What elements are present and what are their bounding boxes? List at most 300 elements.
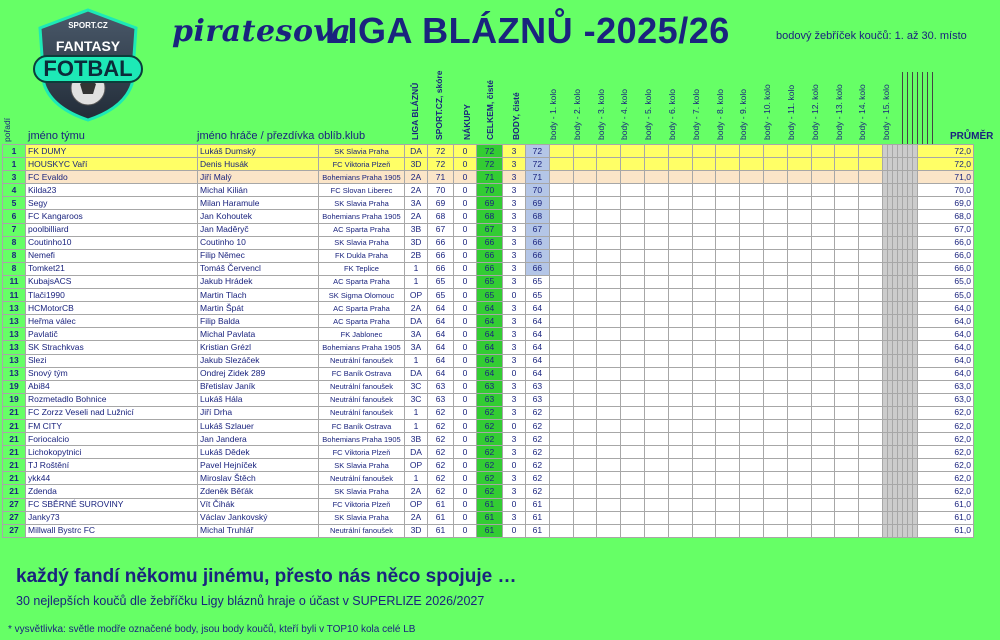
score-cell: 61: [428, 511, 454, 524]
score-cell: 72: [428, 158, 454, 171]
svg-text:SPORT.CZ: SPORT.CZ: [68, 21, 108, 30]
round-13-cell: [811, 145, 835, 158]
round-2-cell: [549, 511, 573, 524]
team-name-cell: Millwall Bystrc FC: [26, 524, 198, 537]
round-1-cell: 66: [526, 249, 550, 262]
round-8-cell: [692, 158, 716, 171]
round-12-cell: [787, 184, 811, 197]
average-cell: 61,0: [917, 511, 973, 524]
points-cell: 3: [503, 249, 526, 262]
round-15-cell: [859, 524, 883, 537]
round-7-cell: [668, 433, 692, 446]
club-cell: FC Viktoria Plzeň: [319, 158, 405, 171]
round-13-cell: [811, 485, 835, 498]
league-cell: 2A: [405, 485, 428, 498]
purchases-cell: 0: [454, 262, 477, 275]
total-cell: 62: [477, 446, 503, 459]
purchases-cell: 0: [454, 302, 477, 315]
round-14-cell: [835, 354, 859, 367]
club-cell: FK Dukla Praha: [319, 249, 405, 262]
round-14-cell: [835, 249, 859, 262]
purchases-cell: 0: [454, 419, 477, 432]
team-name-cell: Kilda23: [26, 184, 198, 197]
points-cell: 3: [503, 171, 526, 184]
round-11-cell: [763, 249, 787, 262]
round-10-cell: [740, 158, 764, 171]
header-team: jméno týmu: [28, 130, 85, 142]
round-9-cell: [716, 262, 740, 275]
round-15-cell: [859, 354, 883, 367]
round-14-cell: [835, 223, 859, 236]
header-round-15: body - 15. kolo: [881, 84, 892, 140]
round-9-cell: [716, 236, 740, 249]
league-cell: 3D: [405, 158, 428, 171]
header-round-11: body - 11. kolo: [786, 84, 796, 140]
round-10-cell: [740, 210, 764, 223]
purchases-cell: 0: [454, 197, 477, 210]
round-12-cell: [787, 498, 811, 511]
round-15-cell: [859, 433, 883, 446]
round-2-cell: [549, 446, 573, 459]
header-club: oblíb.klub: [318, 130, 366, 142]
club-cell: AC Sparta Praha: [319, 275, 405, 288]
round-4-cell: [597, 393, 621, 406]
score-cell: 64: [428, 315, 454, 328]
rank-cell: 13: [3, 367, 26, 380]
round-13-cell: [811, 171, 835, 184]
points-cell: 0: [503, 524, 526, 537]
round-12-cell: [787, 485, 811, 498]
subtitle: bodový žebříček koučů: 1. až 30. místo: [776, 30, 967, 42]
average-cell: 66,0: [917, 249, 973, 262]
round-13-cell: [811, 354, 835, 367]
round-15-cell: [859, 158, 883, 171]
coach-name-cell: Jan Maděryč: [198, 223, 319, 236]
total-cell: 62: [477, 459, 503, 472]
round-5-cell: [621, 145, 645, 158]
round-7-cell: [668, 406, 692, 419]
round-3-cell: [573, 236, 597, 249]
round-6-cell: [644, 406, 668, 419]
round-1-cell: 66: [526, 236, 550, 249]
average-cell: 65,0: [917, 275, 973, 288]
round-12-cell: [787, 433, 811, 446]
round-14-cell: [835, 236, 859, 249]
round-14-cell: [835, 315, 859, 328]
round-3-cell: [573, 184, 597, 197]
league-cell: 3A: [405, 341, 428, 354]
round-15-cell: [859, 315, 883, 328]
league-cell: 1: [405, 406, 428, 419]
league-cell: 1: [405, 472, 428, 485]
round-15-cell: [859, 511, 883, 524]
average-cell: 64,0: [917, 328, 973, 341]
average-cell: 70,0: [917, 184, 973, 197]
score-cell: 62: [428, 419, 454, 432]
total-cell: 63: [477, 380, 503, 393]
rank-cell: 11: [3, 289, 26, 302]
round-3-cell: [573, 419, 597, 432]
round-9-cell: [716, 223, 740, 236]
round-8-cell: [692, 354, 716, 367]
club-cell: FC Baník Ostrava: [319, 367, 405, 380]
average-cell: 72,0: [917, 158, 973, 171]
league-cell: 2A: [405, 302, 428, 315]
average-cell: 72,0: [917, 145, 973, 158]
round-1-cell: 61: [526, 524, 550, 537]
round-3-cell: [573, 302, 597, 315]
round-10-cell: [740, 249, 764, 262]
table-row: [3, 302, 974, 315]
round-10-cell: [740, 524, 764, 537]
score-cell: 62: [428, 406, 454, 419]
round-2-cell: [549, 184, 573, 197]
round-4-cell: [597, 145, 621, 158]
team-name-cell: TJ Roštění: [26, 459, 198, 472]
header-round-7: body - 7. kolo: [690, 88, 701, 140]
league-cell: DA: [405, 446, 428, 459]
league-cell: OP: [405, 498, 428, 511]
purchases-cell: 0: [454, 367, 477, 380]
round-2-cell: [549, 380, 573, 393]
round-2-cell: [549, 524, 573, 537]
team-name-cell: Foriocalcio: [26, 433, 198, 446]
round-7-cell: [668, 262, 692, 275]
round-10-cell: [740, 419, 764, 432]
round-10-cell: [740, 511, 764, 524]
round-1-cell: 62: [526, 419, 550, 432]
round-1-cell: 63: [526, 393, 550, 406]
club-cell: Bohemians Praha 1905: [319, 171, 405, 184]
team-name-cell: FC SBĚRNÉ SUROVINY: [26, 498, 198, 511]
round-4-cell: [597, 262, 621, 275]
round-10-cell: [740, 328, 764, 341]
round-13-cell: [811, 472, 835, 485]
round-4-cell: [597, 289, 621, 302]
round-2-cell: [549, 210, 573, 223]
purchases-cell: 0: [454, 498, 477, 511]
score-cell: 62: [428, 433, 454, 446]
round-14-cell: [835, 184, 859, 197]
rank-cell: 27: [3, 498, 26, 511]
round-10-cell: [740, 341, 764, 354]
round-4-cell: [597, 302, 621, 315]
round-11-cell: [763, 498, 787, 511]
round-9-cell: [716, 197, 740, 210]
rank-cell: 8: [3, 249, 26, 262]
round-3-cell: [573, 223, 597, 236]
round-4-cell: [597, 236, 621, 249]
league-cell: 3B: [405, 223, 428, 236]
purchases-cell: 0: [454, 289, 477, 302]
table-row: [3, 511, 974, 524]
round-9-cell: [716, 511, 740, 524]
round-6-cell: [644, 328, 668, 341]
round-1-cell: 61: [526, 498, 550, 511]
round-6-cell: [644, 472, 668, 485]
round-4-cell: [597, 524, 621, 537]
round-13-cell: [811, 341, 835, 354]
round-2-cell: [549, 249, 573, 262]
round-10-cell: [740, 315, 764, 328]
round-4-cell: [597, 341, 621, 354]
coach-name-cell: Lukáš Dědek: [198, 446, 319, 459]
round-9-cell: [716, 249, 740, 262]
team-name-cell: FC Kangaroos: [26, 210, 198, 223]
round-9-cell: [716, 210, 740, 223]
round-4-cell: [597, 315, 621, 328]
club-cell: AC Sparta Praha: [319, 302, 405, 315]
purchases-cell: 0: [454, 145, 477, 158]
round-8-cell: [692, 145, 716, 158]
header-separator-stripe: [927, 72, 928, 144]
round-7-cell: [668, 380, 692, 393]
round-15-cell: [859, 184, 883, 197]
round-6-cell: [644, 302, 668, 315]
svg-text:FANTASY: FANTASY: [55, 38, 121, 54]
coach-name-cell: Lukáš Dumský: [198, 145, 319, 158]
round-14-cell: [835, 419, 859, 432]
points-cell: 0: [503, 419, 526, 432]
round-13-cell: [811, 393, 835, 406]
coach-name-cell: Filip Němec: [198, 249, 319, 262]
purchases-cell: 0: [454, 524, 477, 537]
rank-cell: 13: [3, 328, 26, 341]
round-15-cell: [859, 171, 883, 184]
round-12-cell: [787, 302, 811, 315]
round-14-cell: [835, 446, 859, 459]
header-round-12: body - 12. kolo: [809, 84, 820, 140]
points-cell: 3: [503, 262, 526, 275]
round-7-cell: [668, 210, 692, 223]
round-10-cell: [740, 472, 764, 485]
rank-cell: 19: [3, 393, 26, 406]
score-cell: 68: [428, 210, 454, 223]
round-7-cell: [668, 354, 692, 367]
points-cell: 3: [503, 275, 526, 288]
header-round-13: body - 13. kolo: [833, 84, 844, 140]
round-3-cell: [573, 446, 597, 459]
round-5-cell: [621, 210, 645, 223]
round-4-cell: [597, 158, 621, 171]
round-8-cell: [692, 328, 716, 341]
team-name-cell: Zdenda: [26, 485, 198, 498]
round-4-cell: [597, 485, 621, 498]
round-9-cell: [716, 184, 740, 197]
table-row: [3, 524, 974, 537]
coach-name-cell: Václav Jankovský: [198, 511, 319, 524]
table-row: [3, 341, 974, 354]
table-row: [3, 393, 974, 406]
round-2-cell: [549, 354, 573, 367]
score-cell: 62: [428, 446, 454, 459]
round-4-cell: [597, 275, 621, 288]
points-cell: 3: [503, 472, 526, 485]
club-cell: FK Teplice: [319, 262, 405, 275]
round-2-cell: [549, 275, 573, 288]
score-cell: 62: [428, 459, 454, 472]
round-1-cell: 68: [526, 210, 550, 223]
round-15-cell: [859, 498, 883, 511]
round-7-cell: [668, 459, 692, 472]
table-row: [3, 419, 974, 432]
rank-cell: 21: [3, 433, 26, 446]
round-10-cell: [740, 289, 764, 302]
team-name-cell: Snový tým: [26, 367, 198, 380]
round-7-cell: [668, 315, 692, 328]
rank-cell: 13: [3, 354, 26, 367]
round-2-cell: [549, 223, 573, 236]
round-8-cell: [692, 393, 716, 406]
round-1-cell: 62: [526, 472, 550, 485]
round-2-cell: [549, 262, 573, 275]
round-10-cell: [740, 236, 764, 249]
table-row: [3, 354, 974, 367]
round-3-cell: [573, 380, 597, 393]
league-cell: 3C: [405, 380, 428, 393]
round-7-cell: [668, 419, 692, 432]
round-11-cell: [763, 197, 787, 210]
round-3-cell: [573, 249, 597, 262]
round-5-cell: [621, 158, 645, 171]
round-9-cell: [716, 367, 740, 380]
round-5-cell: [621, 171, 645, 184]
header-body: BODY, čisté: [511, 92, 521, 140]
round-5-cell: [621, 472, 645, 485]
round-2-cell: [549, 393, 573, 406]
points-cell: 3: [503, 433, 526, 446]
round-5-cell: [621, 433, 645, 446]
round-6-cell: [644, 236, 668, 249]
rank-cell: 13: [3, 341, 26, 354]
round-9-cell: [716, 145, 740, 158]
rank-cell: 21: [3, 485, 26, 498]
round-2-cell: [549, 236, 573, 249]
table-row: [3, 367, 974, 380]
rank-cell: 3: [3, 171, 26, 184]
round-7-cell: [668, 498, 692, 511]
league-cell: 2B: [405, 249, 428, 262]
round-7-cell: [668, 367, 692, 380]
round-15-cell: [859, 472, 883, 485]
team-name-cell: KubajsACS: [26, 275, 198, 288]
round-3-cell: [573, 328, 597, 341]
purchases-cell: 0: [454, 236, 477, 249]
round-5-cell: [621, 446, 645, 459]
score-cell: 64: [428, 328, 454, 341]
round-15-cell: [859, 406, 883, 419]
round-11-cell: [763, 341, 787, 354]
total-cell: 62: [477, 406, 503, 419]
round-2-cell: [549, 341, 573, 354]
team-name-cell: Abi84: [26, 380, 198, 393]
superliga-note: 30 nejlepších koučů dle žebříčku Ligy bláznů hraje o účast v SUPERLIZE 2026/2027: [16, 594, 485, 608]
round-6-cell: [644, 171, 668, 184]
round-13-cell: [811, 328, 835, 341]
round-13-cell: [811, 275, 835, 288]
score-cell: 71: [428, 171, 454, 184]
round-9-cell: [716, 380, 740, 393]
coach-name-cell: Coutinho 10: [198, 236, 319, 249]
round-10-cell: [740, 184, 764, 197]
round-9-cell: [716, 433, 740, 446]
rank-cell: 1: [3, 145, 26, 158]
table-row: [3, 262, 974, 275]
average-cell: 65,0: [917, 289, 973, 302]
score-cell: 66: [428, 262, 454, 275]
total-cell: 68: [477, 210, 503, 223]
header-round-6: body - 6. kolo: [667, 88, 677, 140]
coach-name-cell: Michal Truhlář: [198, 524, 319, 537]
round-2-cell: [549, 433, 573, 446]
round-8-cell: [692, 406, 716, 419]
purchases-cell: 0: [454, 275, 477, 288]
round-4-cell: [597, 498, 621, 511]
round-1-cell: 64: [526, 341, 550, 354]
round-5-cell: [621, 249, 645, 262]
round-1-cell: 63: [526, 380, 550, 393]
round-6-cell: [644, 419, 668, 432]
purchases-cell: 0: [454, 459, 477, 472]
round-1-cell: 69: [526, 197, 550, 210]
round-9-cell: [716, 459, 740, 472]
team-name-cell: Tomket21: [26, 262, 198, 275]
team-name-cell: Rozmetadlo Bohnice: [26, 393, 198, 406]
team-name-cell: SK Strachkvas: [26, 341, 198, 354]
round-7-cell: [668, 472, 692, 485]
round-6-cell: [644, 145, 668, 158]
purchases-cell: 0: [454, 341, 477, 354]
round-15-cell: [859, 446, 883, 459]
round-9-cell: [716, 406, 740, 419]
round-6-cell: [644, 354, 668, 367]
purchases-cell: 0: [454, 406, 477, 419]
round-11-cell: [763, 354, 787, 367]
header-round-2: body - 2. kolo: [571, 88, 582, 140]
average-cell: 64,0: [917, 367, 973, 380]
club-cell: SK Slavia Praha: [319, 197, 405, 210]
team-name-cell: Lichokopytnici: [26, 446, 198, 459]
coach-name-cell: Martin Špát: [198, 302, 319, 315]
round-4-cell: [597, 433, 621, 446]
rank-cell: 21: [3, 419, 26, 432]
average-cell: 64,0: [917, 315, 973, 328]
score-cell: 65: [428, 275, 454, 288]
total-cell: 64: [477, 354, 503, 367]
round-13-cell: [811, 315, 835, 328]
round-5-cell: [621, 197, 645, 210]
round-10-cell: [740, 302, 764, 315]
purchases-cell: 0: [454, 433, 477, 446]
round-10-cell: [740, 380, 764, 393]
total-cell: 62: [477, 485, 503, 498]
round-6-cell: [644, 158, 668, 171]
round-6-cell: [644, 459, 668, 472]
round-10-cell: [740, 498, 764, 511]
club-cell: Neutrální fanoušek: [319, 380, 405, 393]
round-8-cell: [692, 524, 716, 537]
round-1-cell: 64: [526, 367, 550, 380]
header-skore: SPORT.CZ, skóre: [434, 70, 444, 140]
round-1-cell: 70: [526, 184, 550, 197]
club-cell: SK Slavia Praha: [319, 145, 405, 158]
round-5-cell: [621, 511, 645, 524]
header-poradi: pořadí: [2, 117, 12, 142]
round-12-cell: [787, 524, 811, 537]
round-9-cell: [716, 158, 740, 171]
coach-name-cell: Břetislav Janík: [198, 380, 319, 393]
league-cell: 3C: [405, 393, 428, 406]
